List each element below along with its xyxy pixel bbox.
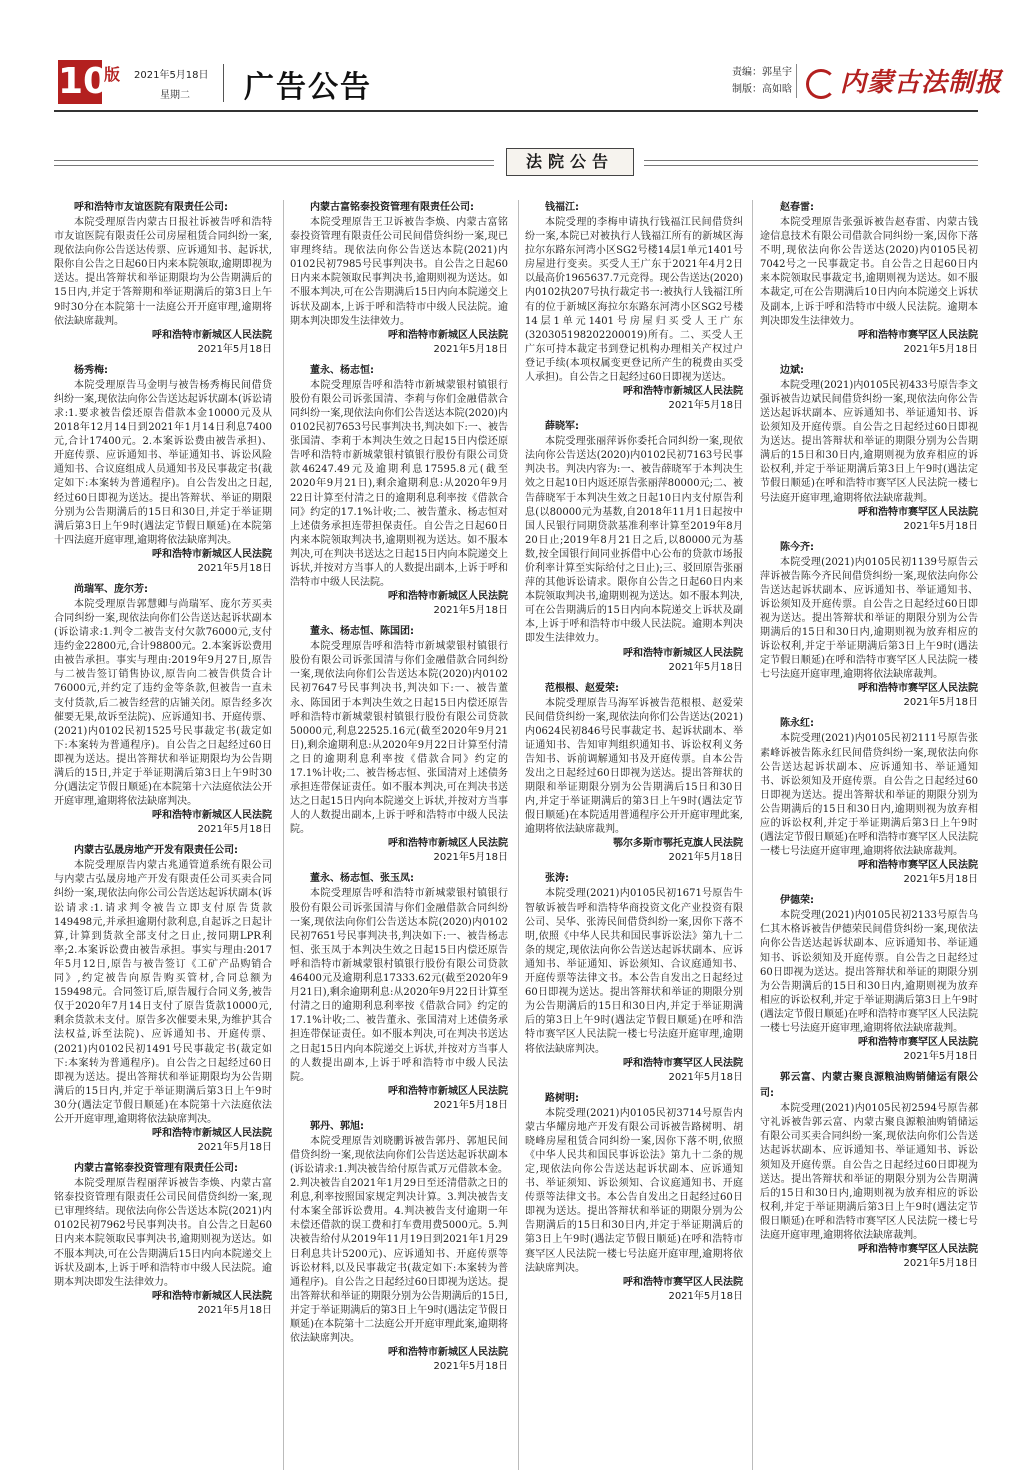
banner-rule-left [54, 160, 494, 166]
notice-addressee: 董永、杨志恒: [310, 364, 374, 376]
notice-body: 本院受理原告郭慧卿与尚瑞军、庞尔芳买卖合同纠纷一案,现依法向你们公告送达起诉状副本(诉讼请求:1.判令二被告支付欠款76000元,支付违约金22800元,合计98800元。2.本案诉讼费用由被告承担。事实与理由:2019年9月27日,原告与二被告签订销售协议,原告向二被告供货合计76000元,并约定了违约金等条款,但被告一直未支付货款,后二被告经营的店铺关闭。原告经多次催要无果,故诉至法院)、应诉通知书、开庭传票、(2021)内0102民初1525号民事裁定书(裁定如下:本案转为普通程序)。自公告之日起经过60日即视为送达。提出答辩状和举证期限均为公告期满后的15日,并定于举证期满后第3日上午9时30分(遇法定节假日顺延)在本院第十六法庭依法公开开庭审理,逾期将依法缺席判决。 [54, 598, 272, 808]
notice-date: 2021年5月18日 [197, 343, 272, 355]
notice-body: 本院受理(2021)内0105民初1671号原告牛智敏诉被告呼和浩特华商投资文化产业投资有限公司、吴华、张涛民间借贷纠纷一案,因你下落不明,依照《中华人民共和国民事诉讼法》第九十二条的规定,现依法向你公告送达起诉状副本、应诉通知书、举证通知、诉讼须知、合议庭通知书、开庭传票等法律文书。本公告自发出之日起经过60日即视为送达。提出答辩状和举证的期限分别为公告期满后的15日和30日内,并定于举证期满后的第3日上午9时(遇法定节假日顺延)在呼和浩特市赛罕区人民法院一楼七号法庭开庭审理,逾期将依法缺席判决。 [525, 888, 743, 1055]
notice-date: 2021年5月18日 [197, 1304, 272, 1316]
notice-date: 2021年5月18日 [668, 1071, 743, 1083]
court-notice [760, 200, 978, 357]
notice-addressee: 内蒙古富铭泰投资管理有限责任公司: [310, 202, 474, 213]
notice-addressee: 边斌: [780, 364, 804, 376]
notice-addressee: 内蒙古弘晟房地产开发有限责任公司: [74, 845, 238, 857]
notice-court: 呼和浩特市赛罕区人民法院 [623, 1276, 743, 1288]
notice-body: 本院受理原告呼和浩特市新城蒙银村镇银行股份有限公司诉张国清与你们金融借款合同纠纷一案,现依法向你们公告送达本院(2020)内0102民初7651号民事判决书,判决如下:一、被告杨志恒、张玉凤于本判决生效之日起15日内偿还原告呼和浩特市新城蒙银村镇银行股份有限公司贷款46400元及逾期利息17333.62元(截至2020年9月21日),剩余逾期利息:从2020年9月22日计算至付清之日的逾期利息利率按《借款合同》约定的17.1%计收;二、被告董永、张国清对上述债务承担连带保证责任。如不服本判决,可在判决书送达之日起15日内向本院递交上诉状,并按对方当事人的人数提出副本,上诉于呼和浩特市中级人民法院。 [290, 888, 508, 1083]
court-notice [290, 871, 508, 1112]
notice-body: 本院受理原告马金明与被告杨秀梅民间借贷纠纷一案,现依法向你公告送达起诉状副本(诉讼请求:1.要求被告偿还原告借款本金10000元及从2018年12月14日到2021年1月14日利息7400元,合计17400元。2.本案诉讼费由被告承担)、开庭传票、应诉通知书、举证通知书、诉讼风险通知书、合议庭组成人员通知书及民事裁定书(裁定如下:本案转为普通程序)。自公告发出之日起,经过60日即视为送达。提出答辩状、举证的期限分别为公告期满后的15日和30日,并定于举证期满后第3日上午9时(遇法定节假日顺延)在本院第十四法庭开庭审理,逾期将依法缺席判决。 [54, 379, 272, 546]
notice-body: 本院受理原告呼和浩特市新城蒙银村镇银行股份有限公司诉张国清、李莉与你们金融借款合同纠纷一案,现依法向你们公告送达本院(2020)内0102民初7653号民事判决书,判决如下:一、被告张国清、李莉于本判决生效之日起15日内偿还原告呼和浩特市新城蒙银村镇银行股份有限公司贷款46247.49元及逾期利息17595.8元(截至2020年9月21日),剩余逾期利息:从2020年9月22日计算至付清之日的逾期利息利率按《借款合同》约定的17.1%计收;二、被告董永、杨志恒对上述债务承担连带担保责任。自公告之日起60日内来本院领取判决书,逾期则视为送达。如不服本判决,可在判决书送达之日起15日内向本院递交上诉状,并按对方当事人的人数提出副本,上诉于呼和浩特市中级人民法院。 [290, 379, 508, 589]
court-notice [54, 843, 272, 1155]
notice-date: 2021年5月18日 [197, 1142, 272, 1154]
notice-court: 鄂尔多斯市鄂托克旗人民法院 [613, 838, 743, 850]
court-notice [290, 1119, 508, 1374]
notices-columns [54, 200, 978, 1470]
notice-court: 呼和浩特市新城区人民法院 [152, 548, 272, 560]
court-notice [525, 419, 743, 674]
notice-court: 呼和浩特市新城区人民法院 [388, 591, 508, 603]
notice-addressee: 陈今齐: [780, 541, 814, 553]
page-header [0, 0, 1024, 120]
producer-credit: 制版：高如晗 [732, 84, 792, 95]
court-notice [525, 200, 743, 413]
column-4 [760, 200, 978, 1470]
court-notice [525, 871, 743, 1084]
notice-addressee: 钱福江: [545, 202, 579, 213]
notice-date: 2021年5月18日 [903, 874, 978, 886]
notice-addressee: 陈永红: [780, 718, 814, 730]
credits-divider [796, 64, 797, 98]
notice-body: 本院受理(2021)内0105民初1139号原告云萍诉被告陈今齐民间借贷纠纷一案,现依法向你公告送达起诉状副本、应诉通知书、举证通知书、诉讼须知及开庭传票。自公告之日起经过60日即视为送达。提出答辩状和举证的期限分别为公告期满后的15日和30日内,逾期则视为放弃相应的诉讼权利,并定于举证期满后第3日上午9时(遇法定节假日顺延)在呼和浩特市赛罕区人民法院一楼七号法庭开庭审理,逾期将依法缺席裁判。 [760, 556, 978, 681]
notice-date: 2021年5月18日 [668, 661, 743, 673]
notice-body: 本院受理(2021)内0105民初3714号原告内蒙古华耀房地产开发有限公司诉被告路树明、胡晓峰房屋租赁合同纠纷一案,因你下落不明,依照《中华人民共和国民事诉讼法》第九十二条的规定,现依法向你公告送达起诉状副本、应诉通知书、举证须知、诉讼须知、合议庭通知书、开庭传票等法律文书。本公告自发出之日起经过60日即视为送达。提出答辩状和举证的期限分别为公告期满后的15日和30日内,并定于举证期满后的第3日上午9时(遇法定节假日顺延)在呼和浩特市赛罕区人民法院一楼七号法庭开庭审理,逾期将依法缺席判决。 [525, 1107, 743, 1274]
notice-date: 2021年5月18日 [668, 852, 743, 864]
notice-date: 2021年5月18日 [903, 1258, 978, 1270]
editor-credit: 责编：郭星宇 [732, 67, 792, 78]
notice-addressee: 杨秀梅: [74, 364, 108, 376]
notice-date: 2021年5月18日 [197, 824, 272, 836]
notice-court: 呼和浩特市新城区人民法院 [152, 329, 272, 341]
court-notice [760, 363, 978, 534]
notice-date: 2021年5月18日 [433, 1361, 508, 1373]
notice-date: 2021年5月18日 [668, 400, 743, 412]
banner-title: 法院公告 [506, 148, 634, 176]
notice-date: 2021年5月18日 [197, 562, 272, 574]
notice-court: 呼和浩特市赛罕区人民法院 [858, 329, 978, 341]
notice-date: 2021年5月18日 [433, 852, 508, 864]
logo-mark-icon [806, 69, 836, 99]
notice-date: 2021年5月18日 [433, 1099, 508, 1111]
section-title: 广告公告 [244, 70, 372, 105]
notice-court: 呼和浩特市赛罕区人民法院 [858, 860, 978, 872]
notice-court: 呼和浩特市赛罕区人民法院 [858, 506, 978, 518]
credits [732, 64, 792, 98]
notice-court: 呼和浩特市赛罕区人民法院 [858, 683, 978, 695]
notice-court: 呼和浩特市新城区人民法院 [388, 329, 508, 341]
notice-addressee: 薛晓军: [545, 421, 579, 433]
notice-addressee: 伊德荣: [780, 895, 814, 907]
court-notice [290, 624, 508, 865]
notice-body: 本院受理原告程丽萍诉被告李焕、内蒙古富铭泰投资管理有限责任公司民间借贷纠纷一案,现已审理终结。现依法向你公告送达本院(2021)内0102民初7962号民事判决书。自公告之日起60日内来本院领取民事判决书,逾期则视为送达。如不服本判决,可在公告期满后15日内向本院递交上诉状及副本,上诉于呼和浩特市中级人民法院。逾期本判决即发生法律效力。 [54, 1178, 272, 1288]
notice-body: 本院受理原告马海军诉被告范根根、赵爱荣民间借贷纠纷一案,现依法向你们公告送达(2021)内0624民初846号民事裁定书、起诉状副本、举证通知书、告知审判组织通知书、诉讼权利义务告知书、诉前调解通知书及开庭传票。自本公告发出之日起经过60日即视为送达。提出答辩状的期限和举证期限分别为公告期满后15日和30日内,并定于举证期满后的第3日上午9时(遇法定节假日顺延)在本院适用普通程序公开开庭审理此案,逾期将依法缺席裁判。 [525, 697, 743, 836]
notice-addressee: 内蒙古富铭泰投资管理有限责任公司: [74, 1163, 238, 1175]
notice-addressee: 张涛: [545, 873, 569, 885]
court-notice [54, 1161, 272, 1318]
notice-body: 本院受理张丽萍诉你委托合同纠纷一案,现依法向你公告送达(2020)内0102民初7163号民事判决书。判决内容为:一、被告薛晓军于本判决生效之日起10日内返还原告张丽萍80000元;二、被告薛晓军于本判决生效之日起10日内支付原告利息(以80000元为基数,自2018年11月1日起按中国人民银行同期贷款基准利率计算至2019年8月20日止;2019年8月21日之后,以80000元为基数,按全国银行间同业拆借中心公布的贷款市场报价利率计算至实际给付之日止);三、驳回原告张丽萍的其他诉讼请求。限你自公告之日起60日内来本院领取判决书,逾期则视为送达。如不服本判决,可在公告期满后的15日内向本院递交上诉状及副本,上诉于呼和浩特市中级人民法院。逾期本判决即发生法律效力。 [525, 436, 743, 645]
page-number: 10 [58, 61, 109, 102]
issue-weekday: 星期二 [160, 90, 190, 101]
court-notice [54, 363, 272, 576]
notice-body: 本院受理(2021)内0105民初2594号原告郝守礼诉被告郭云富、内蒙古聚良源粮油购销储运有限公司买卖合同纠纷一案,现依法向你们公告送达起诉状副本、应诉通知书、举证通知书、诉讼须知及开庭传票。自公告之日起经过60日即视为送达。提出答辩状和举证的期限分别为公告期满后的15日和30日内,逾期则视为放弃相应的诉讼权利,并定于举证期满后第3日上午9时(遇法定节假日顺延)在呼和浩特市赛罕区人民法院一楼七号法庭开庭审理,逾期将依法缺席裁判。 [760, 1103, 978, 1241]
notice-addressee: 董永、杨志恒、张玉凤: [310, 873, 414, 885]
notice-court: 呼和浩特市新城区人民法院 [623, 386, 743, 398]
notice-date: 2021年5月18日 [433, 605, 508, 617]
notice-addressee: 尚瑞军、庞尔芳: [74, 583, 148, 595]
court-notice [760, 1070, 978, 1271]
court-notice [290, 363, 508, 618]
notice-court: 呼和浩特市新城区人民法院 [152, 1128, 272, 1140]
court-notice [525, 681, 743, 866]
notice-body: 本院受理的李梅申请执行钱福江民间借贷纠纷一案,本院已对被执行人钱福江所有的新城区海拉尔东路东河湾小区SG2号楼14层1单元1401号房屋进行变卖。买受人王广东于2021年4月2日以最高价1965637.7元竞得。现公告送达(2020)内0102执207号执行裁定书一:被执行人钱福江所有的位于新城区海拉尔东路东河湾小区SG2号楼14层1单元1401号房屋归买受人王广东(320305198202200019)所有。二、买受人王广东可持本裁定书到登记机构办理相关产权过户登记手续(本项权属变更登记所产生的税费由买受人承担)。自公告之日起经过60日即视为送达。 [525, 217, 743, 384]
notice-court: 呼和浩特市新城区人民法院 [152, 810, 272, 822]
notice-addressee: 范根根、赵爱荣: [545, 682, 619, 694]
notice-court: 呼和浩特市新城区人民法院 [388, 1085, 508, 1097]
court-notice [525, 1091, 743, 1304]
section-banner [54, 148, 978, 176]
notice-addressee: 郭云富、内蒙古聚良源粮油购销储运有限公司: [760, 1072, 978, 1100]
issue-date: 2021年5月18日 [134, 70, 209, 81]
notice-court: 呼和浩特市赛罕区人民法院 [858, 1244, 978, 1256]
notice-body: 本院受理原告呼和浩特市新城蒙银村镇银行股份有限公司诉张国清与你们金融借款合同纠纷一案,现依法向你们公告送达本院(2020)内0102民初7647号民事判决书,判决如下:一、被告董永、陈国团于本判决生效之日起15日内偿还原告呼和浩特市新城蒙银村镇银行股份有限公司贷款50000元,利息22525.16元(截至2020年9月21日),剩余逾期利息:从2020年9月22日计算至付清之日的逾期利息利率按《借款合同》约定的17.1%计收;二、被告杨志恒、张国清对上述债务承担连带保证责任。如不服本判决,可在判决书送达之日起15日内向本院递交上诉状,并按对方当事人的人数提出副本,上诉于呼和浩特市中级人民法院。 [290, 641, 508, 836]
notice-addressee: 呼和浩特市友谊医院有限责任公司: [74, 202, 228, 213]
court-notice [760, 540, 978, 711]
notice-body: 本院受理(2021)内0105民初433号原告李文强诉被告边斌民间借贷纠纷一案,现依法向你公告送达起诉状副本、应诉通知书、举证通知书、诉讼须知及开庭传票。自公告之日起经过60日即视为送达。提出答辩状和举证的期限分别为公告期满后的15日和30日内,逾期则视为放弃相应的诉讼权利,并定于举证期满后第3日上午9时(遇法定节假日顺延)在呼和浩特市赛罕区人民法院一楼七号法庭开庭审理,逾期将依法缺席裁判。 [760, 379, 978, 504]
notice-body: 本院受理原告内蒙古日报社诉被告呼和浩特市友谊医院有限责任公司房屋租赁合同纠纷一案,现依法向你公告送达传票、应诉通知书、起诉状,限你自公告之日起60日内来本院领取,逾期即视为送达。提出答辩状和举证期限均为公告期满后的15日内,并定于答辩期和举证期满后的第3日上午9时30分在本院第十一法庭公开开庭审理,逾期将依法缺席裁判。 [54, 217, 272, 327]
notice-body: 本院受理(2021)内0105民初2111号原告张素峰诉被告陈永红民间借贷纠纷一案,现依法向你公告送达起诉状副本、应诉通知书、举证通知书、诉讼须知及开庭传票。自公告之日起经过60日即视为送达。提出答辩状和举证的期限分别为公告期满后的15日和30日内,逾期则视为放弃相应的诉讼权利,并定于举证期满后第3日上午9时(遇法定节假日顺延)在呼和浩特市赛罕区人民法院一楼七号法庭开庭审理,逾期将依法缺席裁判。 [760, 733, 978, 858]
notice-addressee: 赵春雷: [780, 202, 814, 213]
court-notice [54, 200, 272, 357]
court-notice [760, 893, 978, 1064]
notice-date: 2021年5月18日 [433, 343, 508, 355]
header-rule [54, 110, 978, 112]
page-suffix: 版 [104, 65, 121, 84]
newspaper-name: 内蒙古法制报 [840, 68, 1003, 98]
newspaper-logo [806, 62, 1002, 99]
court-notice [54, 582, 272, 837]
notice-court: 呼和浩特市新城区人民法院 [388, 838, 508, 850]
notice-date: 2021年5月18日 [903, 1051, 978, 1063]
column-3 [525, 200, 743, 1470]
notice-addressee: 路树明: [545, 1092, 579, 1104]
notice-body: 本院受理原告王卫诉被告李焕、内蒙古富铭泰投资管理有限责任公司民间借贷纠纷一案,现已审理终结。现依法向你公告送达本院(2021)内0102民初7985号民事判决书。自公告之日起60日内来本院领取民事判决书,逾期则视为送达。如不服本判决,可在公告期满后15日内向本院递交上诉状及副本,上诉于呼和浩特市中级人民法院。逾期本判决即发生法律效力。 [290, 217, 508, 327]
banner-rule-right [644, 160, 978, 166]
notice-court: 呼和浩特市新城区人民法院 [388, 1347, 508, 1359]
notice-addressee: 郭丹、郭旭: [310, 1120, 364, 1132]
header-divider [223, 64, 224, 102]
column-1 [54, 200, 272, 1470]
notice-date: 2021年5月18日 [903, 520, 978, 532]
court-notice [290, 200, 508, 357]
notice-body: 本院受理原告刘晓鹏诉被告郭丹、郭旭民间借贷纠纷一案,现依法向你们公告送达起诉状副本(诉讼请求:1.判决被告给付原告贰万元借款本金。2.判决被告自2021年1月29日至还清借款之日的利息,利率按照国家规定判决计算。3.判决被告支付本案全部诉讼费用。4.判决被告支付逾期一年未偿还借款的误工费和打车费用费5000元。5.判决被告给付从2019年11月19日到2021年1月29日利息共计5200元)、应诉通知书、开庭传票等诉讼材料,以及民事裁定书(裁定如下:本案转为普通程序)。自公告之日起经过60日即视为送达。提出答辩状和举证的期限分别为公告期满后的15日,并定于举证期满后的第3日上午9时(遇法定节假日顺延)在本院第十二法庭公开开庭审理此案,逾期将依法缺席判决。 [290, 1135, 508, 1345]
notice-date: 2021年5月18日 [903, 343, 978, 355]
court-notice [760, 716, 978, 887]
column-2 [290, 200, 508, 1470]
notice-court: 呼和浩特市赛罕区人民法院 [623, 1057, 743, 1069]
notice-body: 本院受理原告张强诉被告赵春雷、内蒙古钱途信息技术有限公司借款合同纠纷一案,因你下落不明,现依法向你公告送达(2020)内0105民初7042号之一民事裁定书。自公告之日起60日内来本院领取民事裁定书,逾期则视为送达。如不服本裁定,可在公告期满后10日内向本院递交上诉状及副本,上诉于呼和浩特市中级人民法院。逾期本判决即发生法律效力。 [760, 217, 978, 327]
notice-court: 呼和浩特市新城区人民法院 [623, 647, 743, 659]
notice-court: 呼和浩特市赛罕区人民法院 [858, 1037, 978, 1049]
notice-date: 2021年5月18日 [668, 1290, 743, 1302]
notice-body: 本院受理(2021)内0105民初2133号原告乌仁其木格诉被告伊德荣民间借贷纠纷一案,现依法向你公告送达起诉状副本、应诉通知书、举证通知书、诉讼须知及开庭传票。自公告之日起经过60日即视为送达。提出答辩状和举证的期限分别为公告期满后的15日和30日内,逾期则视为放弃相应的诉讼权利,并定于举证期满后第3日上午9时(遇法定节假日顺延)在呼和浩特市赛罕区人民法院一楼七号法庭开庭审理,逾期将依法缺席裁判。 [760, 910, 978, 1035]
notice-court: 呼和浩特市新城区人民法院 [152, 1290, 272, 1302]
notice-date: 2021年5月18日 [903, 697, 978, 709]
notice-body: 本院受理原告内蒙古兆通管道系统有限公司与内蒙古弘晟房地产开发有限责任公司买卖合同纠纷一案,现依法向你公司公告送达起诉状副本(诉讼请求:1.请求判令被告立即支付原告货款149498元,并承担逾期付款利息,自起诉之日起计算,计算到货款全部支付之日止,按同期LPR利率;2.本案诉讼费由被告承担。事实与理由:2017年5月12日,原告与被告签订《工矿产品购销合同》,约定被告向原告购买管材,合同总额为159498元。合同签订后,原告履行合同义务,被告仅于2020年7月14日支付了原告货款10000元,剩余货款未支付。原告多次催要未果,为维护其合法权益,诉至法院)、应诉通知书、开庭传票、(2021)内0102民初1491号民事裁定书(裁定如下:本案转为普通程序)。自公告之日起经过60日即视为送达。提出答辩状和举证期限均为公告期满后的15日内,并定于举证期满后第3日上午9时30分(遇法定节假日顺延)在本院第十六法庭依法公开开庭审理,逾期将依法缺席判决。 [54, 860, 272, 1125]
notice-addressee: 董永、杨志恒、陈国团: [310, 626, 414, 638]
